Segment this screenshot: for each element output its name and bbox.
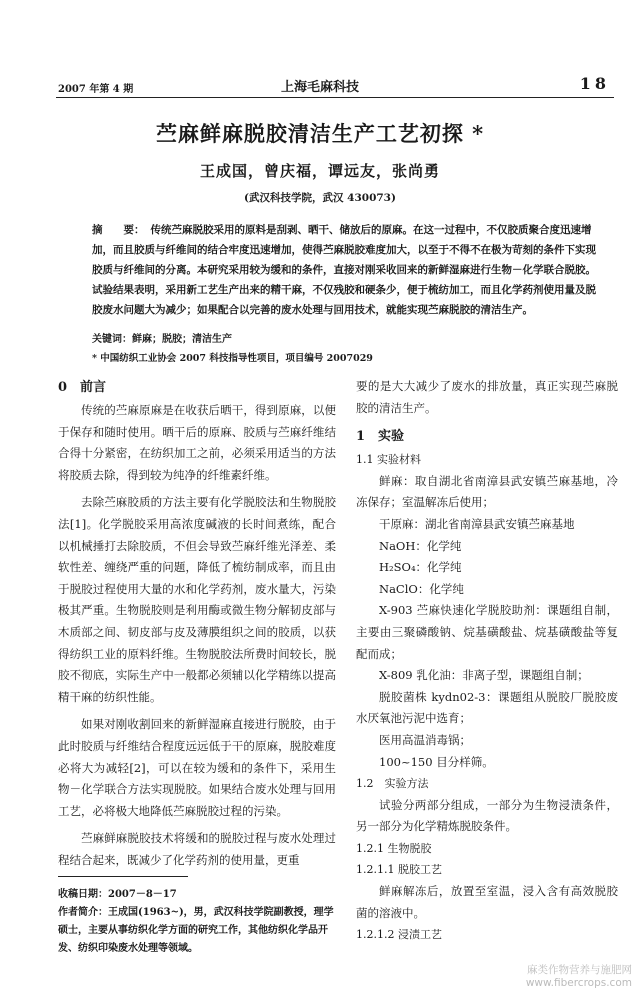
abstract xyxy=(92,220,602,320)
material-item: 100~150 目分样筛。 xyxy=(379,754,494,769)
material-item: X-809 乳化油：非离子型，课题组自制； xyxy=(379,668,589,683)
material-item: 干原麻：湖北省南漳县武安镇苎麻基地 xyxy=(379,516,575,531)
paragraph: 苎麻鲜麻脱胶技术将缓和的脱胶过程与废水处理过程结合起来，既减少了化学药剂的使用量，更重 xyxy=(58,831,336,867)
paragraph: 鲜麻解冻后，放置至室温，浸入含有高效脱胶菌的溶液中。 xyxy=(356,884,618,920)
journal-name: 上海毛麻科技 xyxy=(280,80,359,95)
subsection-heading: 1.2.1.1 脱胶工艺 xyxy=(356,863,442,877)
paragraph: 试验分两部分组成，一部分为生物浸渍条件，另一部分为化学精炼脱胶条件。 xyxy=(356,797,618,834)
material-item: 脱胶菌株 kydn02-3：课题组从脱胶厂脱胶废水厌氧池污泥中选育； xyxy=(356,689,618,726)
section-heading-intro: 0 前言 xyxy=(58,380,107,395)
subsection-heading: 1.2.1.2 浸渍工艺 xyxy=(356,928,442,942)
abstract-text: 传统苎麻脱胶采用的原料是刮剥、晒干、储放后的原麻。在这一过程中，不仅胶质聚合度迅速增加，而且胶质与纤维间的结合牢度迅速增加，使得苎麻脱胶难度加大，以至于不得不在极为苛刻的条件下实现胶质与纤维间的分离。本研究采用较为缓和的条件，直接对刚采收回来的新鲜湿麻进行生物－化学联合脱胶。试验结果表明，采用新工艺生产出来的精干麻，不仅残胶和硬条少，便于梳纺加工，而且化学药剂使用量及脱胶废水问题大为减少；如果配合以完善的废水处理与回用技术，就能实现苎麻脱胶的清洁生产。 xyxy=(92,224,596,316)
paragraph: 如果对刚收割回来的新鲜湿麻直接进行脱胶，由于此时胶质与纤维结合程度远远低于干的原麻，脱胶难度必将大为减轻[2]，可以在较为缓和的条件下，采用生物－化学联合方法实现脱胶。如果结合废水处理与回用工艺，必将极大地降低苎麻脱胶过程的污染。 xyxy=(58,717,336,818)
watermark-line-1: 麻类作物营养与施肥网 xyxy=(527,964,632,976)
material-item: NaOH：化学纯 xyxy=(379,538,462,553)
watermark xyxy=(526,964,632,990)
paragraph: 要的是大大减少了废水的排放量，真正实现苎麻脱胶的清洁生产。 xyxy=(356,379,618,415)
paragraph: 去除苎麻胶质的方法主要有化学脱胶法和生物脱胶法[1]。化学脱胶采用高浓度碱液的长时间煮练，配合以机械捶打去除胶质，不但会导致苎麻纤维光泽差、柔软性差、缠绕严重的问题，降低了梳纺制成率，而且由于脱胶过程使用大量的水和化学药剂，废水量大，污染极其严重。生物脱胶则是利用酶或微生物分解韧皮部与木质部之间、韧皮部与皮及薄膜组织之间的胶质，以获得纺织工业的原料纤维。生物脱胶法所费时间较长，脱胶不彻底，实际生产中一般都必须辅以化学精练以提高精干麻的纺织性能。 xyxy=(58,495,336,704)
subsection-heading: 1.2 实验方法 xyxy=(356,777,429,791)
page-number: 18 xyxy=(579,74,610,93)
left-column xyxy=(58,376,336,871)
material-item: 医用高温消毒锅； xyxy=(379,732,471,747)
material-item: NaClO：化学纯 xyxy=(379,581,464,596)
received-date: 收稿日期：2007－8－17 xyxy=(58,889,177,900)
paper-title: 苎麻鲜麻脱胶清洁生产工艺初探 * xyxy=(155,121,485,146)
author-bio: 作者简介：王成国(1963~)，男，武汉科技学院副教授，理学硕士，主要从事纺织化学方面的研究工作，其他纺织化学品开发、纺织印染废水处理等领域。 xyxy=(58,907,334,954)
footnote-rule xyxy=(58,876,188,877)
affiliation: (武汉科技学院，武汉 430073) xyxy=(244,192,396,204)
material-item: 鲜麻：取自湖北省南漳县武安镇苎麻基地，冷冻保存；室温解冻后使用； xyxy=(356,473,618,510)
keywords: 关键词：鲜麻；脱胶；清洁生产 xyxy=(92,334,232,345)
subsection-heading: 1.2.1 生物脱胶 xyxy=(356,841,432,855)
journal-issue: 2007 年第 4 期 xyxy=(58,84,134,95)
watermark-line-2: www.fibercrops.com xyxy=(525,977,632,989)
material-item: X-903 苎麻快速化学脱胶助剂：课题组自制，主要由三聚磷酸钠、烷基磺酸盐、烷基磺酸盐等复配而成； xyxy=(356,603,618,661)
header-rule xyxy=(56,97,614,98)
footnote xyxy=(58,886,340,958)
abstract-label: 摘 要： xyxy=(92,224,145,236)
authors: 王成国，曾庆福，谭远友，张尚勇 xyxy=(199,162,440,180)
subsection-heading: 1.1 实验材料 xyxy=(356,453,421,467)
fund-note: * 中国纺织工业协会 2007 科技指导性项目，项目编号 2007029 xyxy=(92,353,373,364)
paragraph: 传统的苎麻原麻是在收获后晒干，得到原麻，以便于保存和随时使用。晒干后的原麻、胶质与苎麻纤维结合得十分紧密，在纺织加工之前，必须采用适当的方法将胶质去除，得到较为纯净的纤维素纤维。 xyxy=(58,403,336,482)
material-item: H₂SO₄：化学纯 xyxy=(379,560,462,575)
right-column xyxy=(356,376,618,946)
section-heading-experiment: 1 实验 xyxy=(356,429,405,445)
